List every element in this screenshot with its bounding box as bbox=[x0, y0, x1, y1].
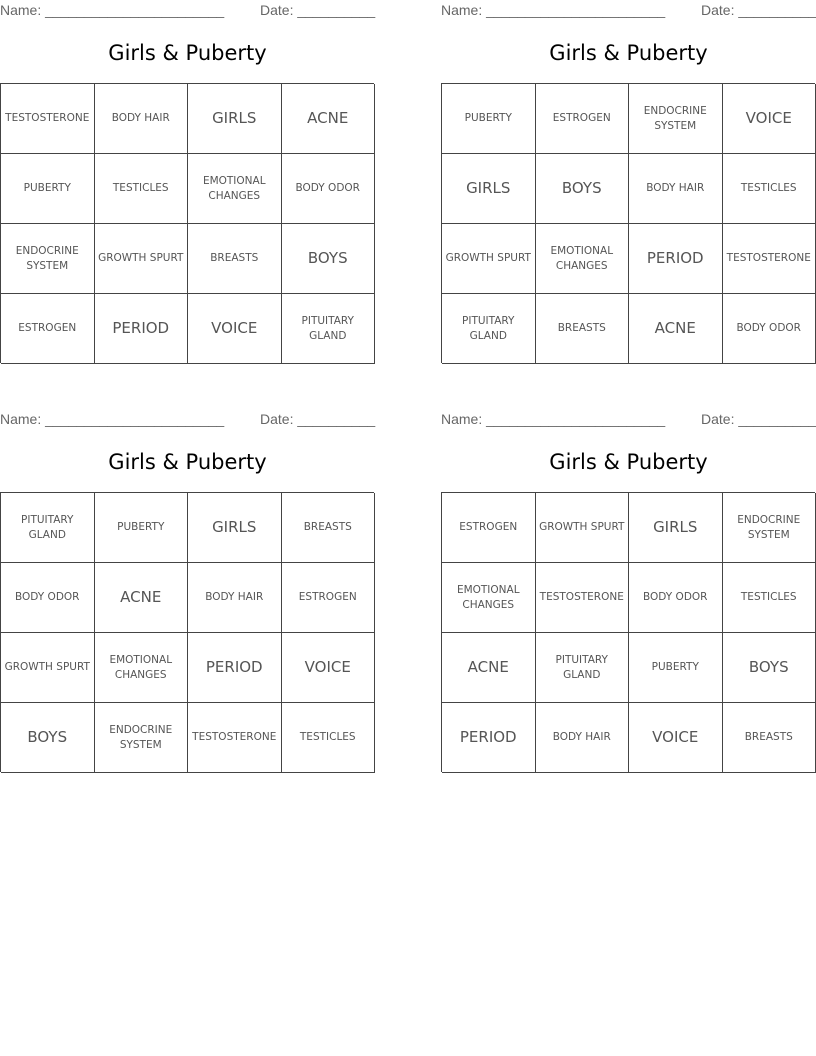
bingo-cell[interactable]: GIRLS bbox=[188, 493, 282, 563]
bingo-cell[interactable]: ENDOCRINE SYSTEM bbox=[95, 703, 189, 773]
bingo-cell[interactable]: TESTICLES bbox=[723, 154, 816, 224]
bingo-cell[interactable]: BOYS bbox=[1, 703, 95, 773]
bingo-cell[interactable]: BODY ODOR bbox=[723, 294, 816, 364]
bingo-cell[interactable]: ENDOCRINE SYSTEM bbox=[629, 84, 723, 154]
name-field[interactable]: Name: _______________________ bbox=[0, 2, 225, 18]
bingo-cell[interactable]: PERIOD bbox=[95, 294, 189, 364]
bingo-cell[interactable]: GIRLS bbox=[188, 84, 282, 154]
bingo-cell[interactable]: PUBERTY bbox=[1, 154, 95, 224]
bingo-cell[interactable]: GROWTH SPURT bbox=[442, 224, 536, 294]
bingo-grid bbox=[441, 83, 815, 363]
bingo-cell[interactable]: PITUITARY GLAND bbox=[1, 493, 95, 563]
date-field[interactable]: Date: __________ bbox=[701, 2, 816, 18]
bingo-cell[interactable]: EMOTIONAL CHANGES bbox=[188, 154, 282, 224]
bingo-cell[interactable]: ESTROGEN bbox=[442, 493, 536, 563]
bingo-cell[interactable]: VOICE bbox=[188, 294, 282, 364]
bingo-cell[interactable]: TESTOSTERONE bbox=[188, 703, 282, 773]
bingo-cell[interactable]: BODY HAIR bbox=[629, 154, 723, 224]
name-date-line bbox=[441, 2, 816, 20]
bingo-cell[interactable]: BODY ODOR bbox=[282, 154, 376, 224]
bingo-cell[interactable]: TESTICLES bbox=[723, 563, 816, 633]
name-field[interactable]: Name: _______________________ bbox=[0, 411, 225, 427]
bingo-cell[interactable]: ACNE bbox=[95, 563, 189, 633]
bingo-cell[interactable]: ACNE bbox=[629, 294, 723, 364]
bingo-cell[interactable]: TESTICLES bbox=[95, 154, 189, 224]
bingo-cell[interactable]: VOICE bbox=[282, 633, 376, 703]
bingo-cell[interactable]: BREASTS bbox=[723, 703, 816, 773]
bingo-cell[interactable]: PERIOD bbox=[442, 703, 536, 773]
bingo-cell[interactable]: BODY HAIR bbox=[95, 84, 189, 154]
bingo-cell[interactable]: GIRLS bbox=[629, 493, 723, 563]
bingo-cell[interactable]: TESTOSTERONE bbox=[536, 563, 630, 633]
bingo-cell[interactable]: BREASTS bbox=[282, 493, 376, 563]
bingo-cell[interactable]: TESTOSTERONE bbox=[723, 224, 816, 294]
bingo-cell[interactable]: ENDOCRINE SYSTEM bbox=[1, 224, 95, 294]
bingo-cell[interactable]: GROWTH SPURT bbox=[536, 493, 630, 563]
name-date-line bbox=[0, 2, 375, 20]
bingo-grid bbox=[441, 492, 815, 772]
bingo-cell[interactable]: ESTROGEN bbox=[536, 84, 630, 154]
date-field[interactable]: Date: __________ bbox=[701, 411, 816, 427]
bingo-cell[interactable]: ESTROGEN bbox=[282, 563, 376, 633]
bingo-cell[interactable]: PITUITARY GLAND bbox=[282, 294, 376, 364]
bingo-cell[interactable]: PITUITARY GLAND bbox=[442, 294, 536, 364]
bingo-cell[interactable]: EMOTIONAL CHANGES bbox=[536, 224, 630, 294]
card-title: Girls & Puberty bbox=[108, 41, 267, 65]
bingo-cell[interactable]: VOICE bbox=[629, 703, 723, 773]
bingo-cell[interactable]: BODY HAIR bbox=[536, 703, 630, 773]
bingo-cell[interactable]: PUBERTY bbox=[95, 493, 189, 563]
bingo-cell[interactable]: BODY ODOR bbox=[629, 563, 723, 633]
date-field[interactable]: Date: __________ bbox=[260, 411, 376, 427]
bingo-cell[interactable]: PERIOD bbox=[629, 224, 723, 294]
bingo-cell[interactable]: BODY HAIR bbox=[188, 563, 282, 633]
bingo-cell[interactable]: PITUITARY GLAND bbox=[536, 633, 630, 703]
bingo-cell[interactable]: EMOTIONAL CHANGES bbox=[95, 633, 189, 703]
bingo-grid bbox=[0, 492, 374, 772]
name-date-line bbox=[441, 411, 816, 429]
bingo-cell[interactable]: BREASTS bbox=[536, 294, 630, 364]
bingo-cell[interactable]: BOYS bbox=[536, 154, 630, 224]
name-date-line bbox=[0, 411, 375, 429]
bingo-cell[interactable]: EMOTIONAL CHANGES bbox=[442, 563, 536, 633]
bingo-cell[interactable]: GROWTH SPURT bbox=[1, 633, 95, 703]
bingo-cell[interactable]: TESTICLES bbox=[282, 703, 376, 773]
bingo-cell[interactable]: ENDOCRINE SYSTEM bbox=[723, 493, 816, 563]
bingo-cell[interactable]: ACNE bbox=[442, 633, 536, 703]
bingo-grid bbox=[0, 83, 374, 363]
bingo-cell[interactable]: PUBERTY bbox=[629, 633, 723, 703]
bingo-cell[interactable]: PERIOD bbox=[188, 633, 282, 703]
bingo-cell[interactable]: VOICE bbox=[723, 84, 816, 154]
name-field[interactable]: Name: _______________________ bbox=[441, 2, 666, 18]
bingo-cell[interactable]: GROWTH SPURT bbox=[95, 224, 189, 294]
bingo-cell[interactable]: BREASTS bbox=[188, 224, 282, 294]
name-field[interactable]: Name: _______________________ bbox=[441, 411, 666, 427]
card-title: Girls & Puberty bbox=[549, 450, 708, 474]
date-field[interactable]: Date: __________ bbox=[260, 2, 376, 18]
bingo-cell[interactable]: BOYS bbox=[282, 224, 376, 294]
bingo-cell[interactable]: GIRLS bbox=[442, 154, 536, 224]
card-title: Girls & Puberty bbox=[549, 41, 708, 65]
bingo-cell[interactable]: TESTOSTERONE bbox=[1, 84, 95, 154]
bingo-cell[interactable]: ACNE bbox=[282, 84, 376, 154]
bingo-cell[interactable]: ESTROGEN bbox=[1, 294, 95, 364]
bingo-cell[interactable]: BOYS bbox=[723, 633, 816, 703]
card-title: Girls & Puberty bbox=[108, 450, 267, 474]
bingo-cell[interactable]: BODY ODOR bbox=[1, 563, 95, 633]
bingo-cell[interactable]: PUBERTY bbox=[442, 84, 536, 154]
